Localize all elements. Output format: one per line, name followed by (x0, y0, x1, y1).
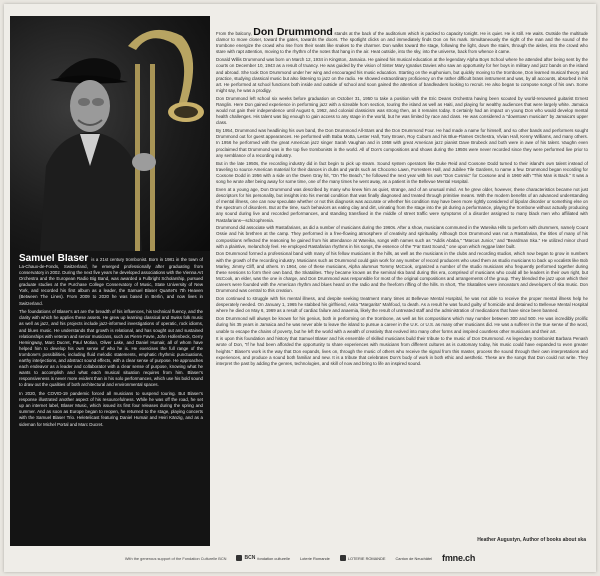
loterie-romande-text: LOTERIE ROMANDE (347, 555, 386, 561)
bcn-logo-sub: fondation culturelle (257, 555, 290, 561)
musician-photo (10, 16, 210, 251)
loterie-logo (300, 556, 330, 561)
bio-paragraph (19, 254, 203, 307)
artist-bio (19, 254, 203, 544)
bcn-logo (236, 555, 290, 561)
subject-name: Don Drummond (253, 28, 333, 38)
author-credit: Heather Augustyn, Author of books about ska (477, 537, 586, 543)
notes-paragraph: Even at a young age, Don Drummond was described by many who knew him as quiet, strange, and of an unusual mind. As he grew older, however, these characteristics became not just descriptors for his personality, but insights into his mental condition that was finally diagnosed and treated through primitive means. With the modern benefits of an advanced understanding of mental illness, one can now speculate whether or not this diagnosis was accurate or whether his condition may have been more rightly considered of bipolar disorder or something else on the spectrum of disorders. But at the time, such behaviors as eating clay and dirt, urinating from the stage into the pit during a performance, playing the trombone without actually producing any sound during live and recorded performances, and standing transfixed in the middle of street traffic were symptoms of a disorder assigned to many black men who affiliated with Rastafarians—schizophrenia. (216, 186, 588, 223)
notes-paragraph (216, 28, 588, 56)
left-panel (10, 16, 210, 546)
intro-rest: stands at the back of the auditorium which is packed to capacity tonight. He is quiet. He is still. He waits. Outside the multitude clamor to move closer, toward the gates, towards the doors. The spotlight clicks on and immediately finds Don on his mark. Simultaneously the sight of the man and the sound of the trombone energize the crowd who rise from their seats like snakes to the charmer. Don walks toward the stage, following the light, down the stairs, through the aisles, into the crowd who stare with rapt attention, moving to the rhythm of the notes that hang in the air. Heat outside, into the sky, into the universe, back from whence it came. (216, 31, 588, 55)
loterie-logo-text: Loterie Romande (300, 555, 330, 561)
artist-name: Samuel Blaser (19, 254, 89, 264)
bio-paragraph: The foundations of Blaser's art are the breadth of his influences, his technical fluency, and the clarity with which he applies these assets. He grew up learning classical and Swiss folk music as well as jazz, and his projects include jazz-informed investigations of operatic, rock idioms, and blues music. He understands that growth is relational, and has sought out and sustained relationships with veteran and senior musicians, such as Pierre Favre, John Hollenbeck, Gerry Hemingway, Marc Ducret, Paul Motian, Oliver Lake, and Daniel Humair, all of whom have helped him to develop his own sense of who he is. He exercises the full range of the trombone's possibilities, including fluid melodic statements, emphatic rhythmic punctuations, earthy interjections, and abstract sound effects, with a clear sense of purpose. He approaches each endeavor as a leader and collaborator with a clear sense of purpose, knowing what he wants to accomplish and what each musical situation requires from him. Blaser's responsiveness is never more evident than in his solo performances, which use his bold sound to draw out the qualities of both architectural and environmental spaces. (19, 309, 203, 388)
canton-logo-text: Canton de Neuchâtel (395, 555, 433, 561)
notes-paragraph: But in the late 1950s, the recording industry did in fact begin to pick up steam. Sound system operators like Duke Reid and Coxsone Dodd turned to their island's own talent instead of traveling to source American material for their dances in clubs and yards such as Chocomo Lawn, Forresters Hall, and Jubilee Tile Gardens, to name a few. Drummond began recording for Coxsone Dodd in 1956 with a side on the Owen Gray hit, "On The Beach," he followed the next year with his own "Don Cosmic" for Coxsone and in 1960 with "This Man is Back." It was a song he wrote after being away for some time, one of the many times he went away, as a patient in the Bellevue Mental Hospital. (216, 160, 588, 184)
fmne-logo: fmne.ch (442, 553, 476, 563)
notes-paragraph: Drummond did associate with Rastafarians, as did a number of musicians during the 1960s. After a show, musicians communed in the Wareika Hills to perform with drummers, namely Count Ossie and his brethren at the camp. They performed in a free-flowing atmosphere of creativity and spirituality. Although Don Drummond was not a Rastafarian, the titles of many of his compositions reflected the reasoning he gained from his attendance at Wareika, songs with names such as "Addis Ababa," "Marcus Junior," and "Beardman Ska." He utilized minor chord with a plaintive, melancholy feel. He employed Rastafarian rhythms in his songs, the essence of the "Far East Sound," one upon which reggae later built. (216, 225, 588, 249)
footer-sponsors (4, 550, 596, 566)
liner-notes (216, 28, 588, 538)
bcn-mark-icon (236, 555, 242, 561)
bio-paragraph: In 2020, the COVID-19 pandemic forced all musicians to suspend touring. But Blaser's response illustrated another aspect of his resourcefulness. While he was off the road, he set up an internet label, Blaser Music, which issued its first four releases during the spring and summer. And as soon as Europe began to reopen, he returned to the stage, playing concerts with the Samuel Blaser Trio. Heletelicast featuring Daniel Humair and Heiri Känzig, and as a sideman for Michel Portal and Marc Ducret. (19, 391, 203, 427)
loterie-romande-logo (340, 555, 386, 561)
notes-paragraph: It is upon this foundation and history that Samuel Blaser and his ensemble of skilled musicians build their tribute to the music of Don Drummond. As legendary trombonist Barbara Penash wrote of Don, "If he had been afforded the opportunity to share experiences with musicians from different cultures as is customary today, his music could have expanded to even greater heights." Blaser's work is the way that Don expands, lives on, through the music of others who receive the signal from this master, process the sound through their own interpretations and experiences, and produce a sound both familiar and new. It is a tribute that celebrates Don's body of work in both ethic and aesthetic. These are the songs that Don could not write. They interpret the past by adding the genres, technologies, and skill of now and bring to life an inspired sound. (216, 336, 588, 366)
notes-paragraph: Don Drummond formed a professional band with many of his fellow musicians in the hills, as well as the musicians in the clubs and recording studios, which now began to grow in numbers with the growth of the recording industry. Musicians such as Drummond could gain work for any number of record producers who used them as studio musicians to back up vocalists like Bob Marley, Jimmy Cliff, and others. In 1964, one of these musicians, Alpha alumnus Tommy McCook, organized a number of the studio musicians who frequently performed together during these sessions to form their own band, the Skatalites. They became known as the seminal ska band during this era, comprised of musicians who could all be leaders in their own right, but McCook, an elder, was the one in charge, and Don Drummond was responsible for most of the original compositions and arrangements of the group. They blended the jazz upon which their careers were founded with the American rhythm and blues heard on the radio and the freeform riffing of the hills. In short, The Skatalites were innovators and developers of ska music. Don Drummond was central to this creation. (216, 251, 588, 294)
bio-intro: is a 21st century trombonist. Born in 1981 in the town of La-Chaux-de-Fonds, Switzerland, he emerged professionally after graduating from conservatory in 2002. During the next five years he developed associations with the Vienna Art Orchestra and the European Radio Big Band, was awarded a Fulbright Scholarship, pursued graduate studies at the Purchase College Conservatory of Music, State University of New York, and recorded his first album as a leader, the Samuel Blaser Quartet's 7th Heaven (Between The Lines). From 2009 to 2020 he was based in Berlin, and now lives in Switzerland. (19, 257, 203, 306)
support-text: With the generous support of the Fondation Culturelle BCN (124, 555, 227, 561)
notes-paragraph: Don Drummond will always be known for his genius, both in performing on the trombone, as well as his compositions which may number between 300 and 500. He was incredibly prolific during his 35 years in Jamaica and he was never able to leave the island to pursue a career in the U.K. or U.S. as many other musicians did. He was a sufferer in the true sense of the word, unable to escape the chains of poverty, but he left the world with a wealth of creativity that evolved into many other forms and inspired countless other musicians and their art. (216, 316, 588, 334)
notes-paragraph: By 1954, Drummond was headlining his own band, the Don Drummond All-Stars and the Don Drummond Four. He had made a name for himself, and so other bands and performers sought Drummond out for guest appearances. He performed with Baba Motta, Lester Hall, Tony Brown, Roy Coburn and his Blue-Flames Orchestra, Vivian Hall, Kenny Williams, and many others. In 1956 he performed with the great American jazz singer Sarah Vaughan and in 1958 with great American jazz pianist Dave Brubeck and both were in awe of his talent. Vaughn even proclaimed that Drummond was in the top five trombonists in the world. All of Don's compositions and shows during the 1950s were never recorded since they were performed live prior to any semblance of a recording industry. (216, 128, 588, 158)
notes-paragraph: Donald Willis Drummond was born on March 12, 1934 in Kingston, Jamaica. He gained his musical education at the legendary Alpha Boys School where he attended after being sent by the courts on December 10, 1943 as a result of truancy. He was guided by the vision of Sister Mary Ignatius Davies who saw an opportunity for her boys in military and jazz bands on the island and abroad. She took Don Drummond under her wing and encouraged his music education. Starting on the euphonium, but quickly moving to the trombone, Don learned musical theory and practice, studying classical music but also listening to jazz on the radio. He showed extraordinary proficiency on the rather difficult brass instrument and was, by all accounts, absorbed in his art. He performed at school functions both inside and outside of school and soon gained the attention of bandleaders looking to recruit. He also began to compose songs of his own. Some might say, he was a prodigy. (216, 57, 588, 93)
notes-paragraph: Don Drummond left school six weeks before graduation on October 31, 1950 to take a position with the Eric Deans Orchestra having been scouted by world-renowned guitarist Ernest Ranglin. Here Don gained experience in performing jazz with a sizeable horn section, touring the island as well as Haiti, and playing for wealthy audiences that were largely white. Jamaica would not gain their independence until August 6, 1962, and colonial classicism was strong then, as it remains today. It certainly had an impact on young Don who would develop mental health challenges. His talent was big enough to gain access to any stage in the world, but he was limited by race and class. He was considered a "downtown musician" by Jamaica's upper class. (216, 95, 588, 126)
loterie-mark-icon (340, 555, 346, 561)
notes-paragraph: Don continued to struggle with his mental illness, and despite seeking treatment many times at Bellevue Mental Hospital, he was not able to receive the proper mental illness help he desperately needed. On January 1, 1965 he stabbed his girlfriend, Anita "Margarita" Mahfood, to death. As a result he was found guilty of homicide and detained to Bellevue Mental Hospital where he died on May 6, 1969 as a result of cardiac failure and anaemia, likely the result of untreated staff and the administration of medications that have since been banned. (216, 296, 588, 314)
canton-logo (395, 556, 432, 561)
bcn-logo-text: BCN (244, 555, 256, 561)
intro-prefix: From the balcony, (216, 31, 252, 36)
